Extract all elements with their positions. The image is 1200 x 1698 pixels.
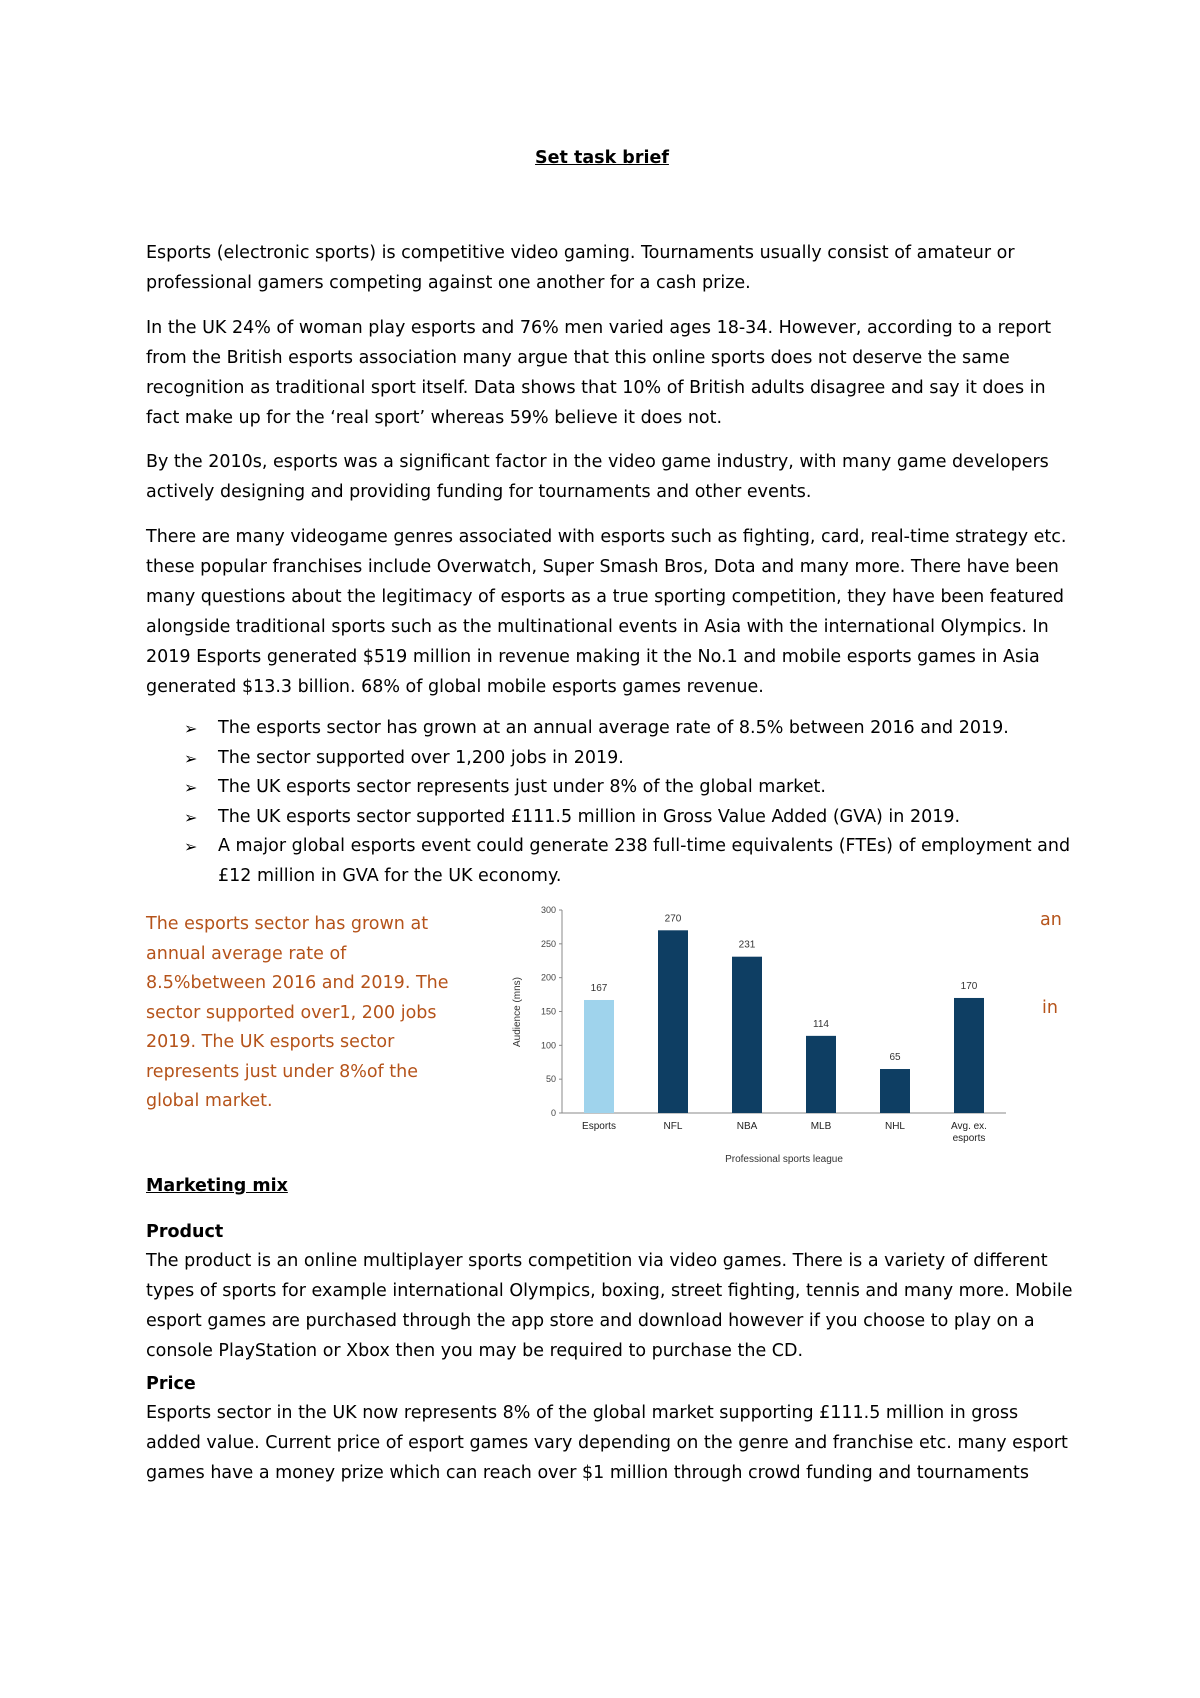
industry-paragraph: By the 2010s, esports was a significant factor in the video game industry, with many game developers actively designing and providing funding for tournaments and other events.: [146, 452, 1049, 502]
genres-paragraph: There are many videogame genres associated with esports such as fighting, card, real-time strategy etc. these popular franchises include Overwatch, Super Smash Bros, Dota and many more. There have been many questions about the legitimacy of esports as a true sporting competition, they have been featured alongside traditional sports such as the multinational events in Asia with the international Olympics. In 2019 Esports generated $519 million in revenue making it the No.1 and mobile esports games in Asia generated $13.3 billion. 68% of global mobile esports games revenue.: [146, 527, 1067, 697]
product-paragraph: The product is an online multiplayer sports competition via video games. There is a variety of different types of sports for example international Olympics, boxing, street fighting, tennis and many more. Mobile esport games are purchased through the app store and download however if you choose to play on a console PlayStation or Xbox then you may be required to purchase the CD.: [146, 1251, 1073, 1361]
bar-value-label: 231: [738, 939, 756, 951]
bar-value-label: 270: [664, 913, 682, 925]
bullet-item: ➢ The esports sector has grown at an annual average rate of 8.5% between 2016 and 2019.: [146, 714, 1076, 744]
arrow-bullet-icon: ➢: [184, 778, 198, 797]
arrow-bullet-icon: ➢: [184, 748, 198, 768]
bar-value-label: 167: [590, 982, 608, 994]
bar-nhl: [880, 1069, 910, 1113]
y-tick-label: 250: [540, 938, 556, 949]
x-axis-label: Professional sports league: [725, 1154, 843, 1165]
bar-mlb: [806, 1036, 836, 1113]
x-category-label: Esports: [582, 1121, 616, 1132]
bar-nba: [732, 957, 762, 1113]
y-tick-label: 100: [540, 1040, 556, 1051]
stats-bullet-list: [146, 714, 1076, 891]
bar-nfl: [658, 930, 688, 1113]
page-title: Set task brief: [535, 148, 669, 168]
bullet-item: ➢ A major global esports event could generate 238 full-time equivalents (FTEs) of employment and £12 million in GVA for the UK economy.: [146, 832, 1076, 891]
product-heading: Product: [146, 1222, 224, 1242]
marketing-mix-heading: Marketing mix: [146, 1176, 288, 1196]
bar-value-label: 170: [960, 980, 978, 992]
x-category-label: MLB: [810, 1121, 832, 1132]
bar-value-label: 114: [813, 1018, 829, 1030]
arrow-bullet-icon: ➢: [184, 837, 198, 856]
wrapped-text-in: in: [1042, 998, 1058, 1018]
bar-value-label: 65: [889, 1052, 901, 1064]
y-tick-label: 0: [550, 1108, 556, 1118]
x-category-label: NBA: [736, 1121, 758, 1132]
x-category-label: NFL: [663, 1121, 683, 1132]
price-heading: Price: [146, 1374, 196, 1394]
bar-esports: [584, 1000, 614, 1113]
price-paragraph: Esports sector in the UK now represents 8% of the global market supporting £111.5 million in gross added value. Current price of esport games vary depending on the genre and franchise etc. many esport games have a money prize which can reach over $1 million through crowd funding and tournaments: [146, 1403, 1068, 1483]
highlighted-summary: The esports sector has grown at annual average rate of 8.5%between 2016 and 2019. The sector supported over1, 200 jobs 2019. The UK esports sector represents just under 8%of the global market.: [146, 914, 449, 1111]
demographics-paragraph: In the UK 24% of woman play esports and 76% men varied ages 18-34. However, according to a report from the British esports association many argue that this online sports does not deserve the same recognition as traditional sport itself. Data shows that 10% of British adults disagree and say it does in fact make up for the ‘real sport’ whereas 59% believe it does not.: [146, 318, 1052, 428]
x-category-label: Avg. ex. esports: [951, 1121, 987, 1144]
intro-paragraph: Esports (electronic sports) is competitive video gaming. Tournaments usually consist of amateur or professional gamers competing against one another for a cash prize.: [146, 243, 1015, 293]
arrow-bullet-icon: ➢: [184, 807, 198, 827]
bullet-item: ➢ The UK esports sector represents just under 8% of the global market.: [146, 773, 1076, 803]
y-tick-label: 200: [540, 972, 556, 983]
audience-bar-chart: [506, 900, 1026, 1175]
bullet-item: ➢ The UK esports sector supported £111.5 million in Gross Value Added (GVA) in 2019.: [146, 803, 1076, 833]
bar-avg-ex-esports: [954, 998, 984, 1113]
y-tick-label: 150: [540, 1006, 556, 1017]
bullet-item: ➢ The sector supported over 1,200 jobs in 2019.: [146, 744, 1076, 774]
arrow-bullet-icon: ➢: [184, 719, 198, 738]
y-axis-label: Audience (mns): [512, 976, 523, 1048]
wrapped-text-an: an: [1040, 910, 1062, 930]
y-tick-label: 300: [540, 905, 556, 915]
y-tick-label: 50: [545, 1074, 556, 1085]
x-category-label: NHL: [884, 1121, 906, 1132]
